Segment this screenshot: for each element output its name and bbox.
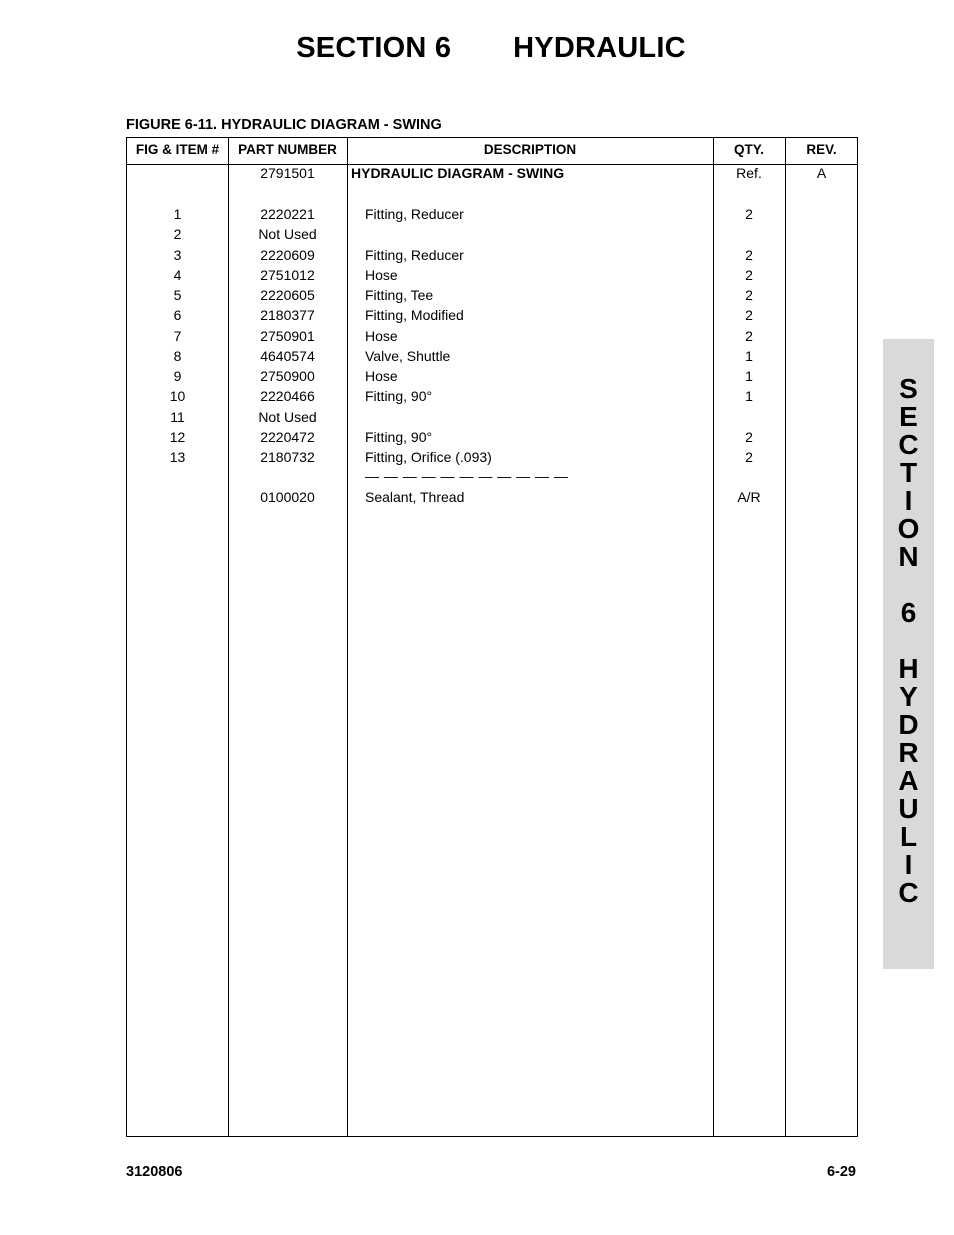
side-tab-letters <box>883 375 934 907</box>
side-tab-letter: A <box>898 765 919 796</box>
part-number: 2751012 <box>260 267 315 283</box>
column-divider <box>785 138 786 1136</box>
fig-item-number: 1 <box>173 206 182 222</box>
description: Fitting, 90° <box>365 429 433 445</box>
figure-title: FIGURE 6-11. HYDRAULIC DIAGRAM - SWING <box>126 117 442 133</box>
side-tab-letter: I <box>904 849 913 880</box>
section-title: HYDRAULIC <box>513 32 686 64</box>
description: Fitting, Modified <box>365 307 464 323</box>
side-tab-letter: R <box>898 737 919 768</box>
fig-item-number: 6 <box>173 307 182 323</box>
side-tab-letter <box>883 627 934 655</box>
quantity: 1 <box>745 348 753 364</box>
quantity: 2 <box>745 267 753 283</box>
side-tab-letter: C <box>898 429 919 460</box>
part-number: 4640574 <box>260 348 315 364</box>
side-tab-letter: H <box>898 653 919 684</box>
quantity: 2 <box>745 206 753 222</box>
description: Fitting, Orifice (.093) <box>365 449 492 465</box>
part-number: 2220605 <box>260 287 315 303</box>
quantity: 1 <box>745 388 753 404</box>
fig-item-number: 8 <box>173 348 182 364</box>
header-part-number: PART NUMBER <box>238 142 337 157</box>
description: Fitting, Tee <box>365 287 434 303</box>
quantity: 1 <box>745 368 753 384</box>
fig-item-number: 3 <box>173 247 182 263</box>
quantity: 2 <box>745 307 753 323</box>
side-tab-letter: L <box>899 821 918 852</box>
side-tab-letter: E <box>899 401 918 432</box>
part-number: 2220609 <box>260 247 315 263</box>
header-qty: QTY. <box>733 142 764 157</box>
fig-item-number: 2 <box>173 226 182 242</box>
page-number: 6-29 <box>826 1164 856 1180</box>
quantity: 2 <box>745 449 753 465</box>
part-number: 2180377 <box>260 307 315 323</box>
fig-item-number: 7 <box>173 328 182 344</box>
parts-table <box>126 137 858 1137</box>
revision: A <box>816 165 827 181</box>
part-number: 2750901 <box>260 328 315 344</box>
fig-item-number: 10 <box>169 388 186 404</box>
description: Fitting, 90° <box>365 388 433 404</box>
section-number: SECTION 6 <box>296 32 452 64</box>
part-number: 2220466 <box>260 388 315 404</box>
quantity: A/R <box>737 489 761 505</box>
side-tab-letter <box>883 571 934 599</box>
description: Valve, Shuttle <box>365 348 451 364</box>
quantity: 2 <box>745 429 753 445</box>
section-side-tab <box>883 339 934 969</box>
header-rev: REV. <box>806 142 837 157</box>
side-tab-letter: N <box>898 541 919 572</box>
side-tab-letter: O <box>897 513 920 544</box>
description: Hose <box>365 267 398 283</box>
side-tab-letter: T <box>899 457 918 488</box>
fig-item-number: 4 <box>173 267 182 283</box>
description: HYDRAULIC DIAGRAM - SWING <box>351 165 565 181</box>
fig-item-number: 5 <box>173 287 182 303</box>
side-tab-letter: D <box>898 709 919 740</box>
part-number: 2791501 <box>260 165 315 181</box>
part-number: Not Used <box>258 409 317 425</box>
side-tab-letter: Y <box>899 681 918 712</box>
fig-item-number: 11 <box>170 409 185 425</box>
description: Hose <box>365 368 398 384</box>
part-number: Not Used <box>258 226 317 242</box>
fig-item-number: 12 <box>169 429 186 445</box>
part-number: 0100020 <box>260 489 315 505</box>
description: Sealant, Thread <box>365 489 465 505</box>
side-tab-letter: 6 <box>900 597 917 628</box>
page-title <box>0 32 954 65</box>
header-description: DESCRIPTION <box>483 142 577 157</box>
side-tab-letter: I <box>904 485 913 516</box>
side-tab-letter: U <box>898 793 919 824</box>
quantity: 2 <box>745 287 753 303</box>
part-number: 2180732 <box>260 449 315 465</box>
quantity: 2 <box>745 328 753 344</box>
part-number: 2750900 <box>260 368 315 384</box>
column-divider <box>347 138 348 1136</box>
description: Fitting, Reducer <box>365 206 464 222</box>
part-number: 2220221 <box>260 206 315 222</box>
side-tab-letter: C <box>898 877 919 908</box>
fig-item-number: 13 <box>169 449 186 465</box>
side-tab-letter: S <box>899 373 918 404</box>
fig-item-number: 9 <box>173 368 182 384</box>
document-number: 3120806 <box>126 1164 183 1180</box>
description: Hose <box>365 328 398 344</box>
quantity: 2 <box>745 247 753 263</box>
header-fig-item: FIG & ITEM # <box>135 142 220 157</box>
separator-dashes: — — — — — — — — — — — <box>365 468 569 484</box>
quantity: Ref. <box>736 165 762 181</box>
description: Fitting, Reducer <box>365 247 464 263</box>
part-number: 2220472 <box>260 429 315 445</box>
